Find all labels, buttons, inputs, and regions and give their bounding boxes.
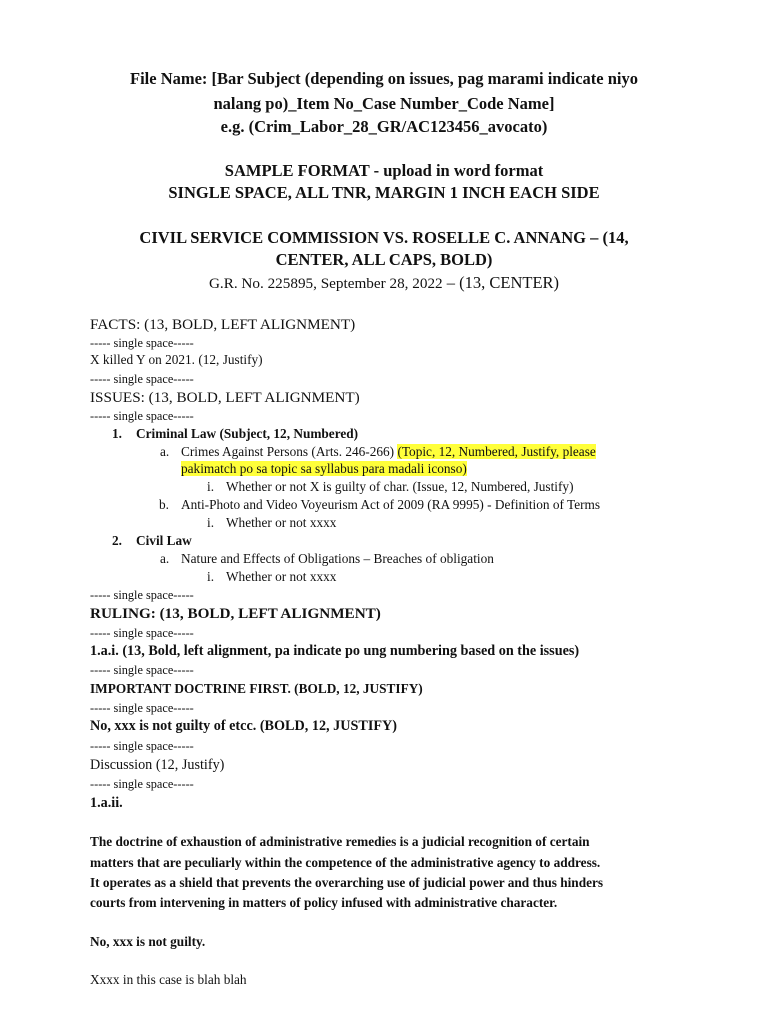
- ruling-subheading-1aii: 1.a.ii.: [90, 795, 123, 811]
- issue-letter: b.: [159, 497, 169, 512]
- case-title-line-1: CIVIL SERVICE COMMISSION VS. ROSELLE C. ANNANG – (14,: [139, 228, 629, 247]
- issue-topic-crimes-against-persons: [181, 444, 596, 459]
- separator: ----- single space-----: [90, 701, 194, 715]
- issue-topic-obligations: Nature and Effects of Obligations – Breaches of obligation: [181, 551, 494, 566]
- discussion-line: Discussion (12, Justify): [90, 757, 225, 773]
- separator: ----- single space-----: [90, 409, 194, 423]
- separator: ----- single space-----: [90, 588, 194, 602]
- verdict-line: No, xxx is not guilty of etcc. (BOLD, 12, JUSTIFY): [90, 718, 397, 734]
- closing-line: Xxxx in this case is blah blah: [90, 972, 247, 987]
- doctrine-paragraph-line-3: It operates as a shield that prevents the overarching use of judicial power and thus hinders: [90, 875, 604, 890]
- issue-subject-civil-law: Civil Law: [136, 533, 192, 548]
- important-doctrine-line: IMPORTANT DOCTRINE FIRST. (BOLD, 12, JUSTIFY): [90, 681, 423, 696]
- doctrine-paragraph-line-2: matters that are peculiarly within the competence of the administrative agency to address.: [90, 855, 601, 870]
- issue-number: 1.: [112, 426, 122, 441]
- separator: ----- single space-----: [90, 777, 194, 791]
- case-title-line-2: CENTER, ALL CAPS, BOLD): [275, 250, 493, 269]
- issue-topic-voyeurism-act: Anti-Photo and Video Voyeurism Act of 2009 (RA 9995) - Definition of Terms: [181, 497, 601, 512]
- gr-number-line: [0, 274, 768, 293]
- ruling-subheading-1ai: 1.a.i. (13, Bold, left alignment, pa indicate po ung numbering based on the issues): [90, 643, 580, 659]
- issue-number: 2.: [112, 533, 122, 548]
- issue-letter: a.: [160, 444, 170, 459]
- issue-roman: i.: [207, 479, 215, 494]
- topic-highlight: pakimatch po sa topic sa syllabus para madali iconso): [181, 461, 467, 476]
- separator: ----- single space-----: [90, 372, 194, 386]
- ruling-heading: RULING: (13, BOLD, LEFT ALIGNMENT): [90, 605, 381, 622]
- doctrine-paragraph-line-4: courts from intervening in matters of policy infused with administrative character.: [90, 895, 558, 910]
- issues-heading: ISSUES: (13, BOLD, LEFT ALIGNMENT): [90, 389, 360, 406]
- issue-question: Whether or not X is guilty of char. (Issue, 12, Numbered, Justify): [226, 479, 574, 494]
- file-name-line-1: File Name: [Bar Subject (depending on issues, pag marami indicate niyo: [130, 69, 638, 88]
- issue-roman: i.: [207, 569, 215, 584]
- gr-number: G.R. No. 225895, September 28, 2022: [208, 275, 443, 292]
- gr-note: – (13, CENTER): [442, 273, 560, 292]
- facts-heading: FACTS: (13, BOLD, LEFT ALIGNMENT): [90, 316, 356, 333]
- separator: ----- single space-----: [90, 663, 194, 677]
- sample-format-line: SAMPLE FORMAT - upload in word format: [224, 161, 544, 180]
- facts-text: X killed Y on 2021. (12, Justify): [90, 352, 263, 367]
- file-name-example: e.g. (Crim_Labor_28_GR/AC123456_avocato): [220, 117, 548, 136]
- doctrine-paragraph-line-1: The doctrine of exhaustion of administrative remedies is a judicial recognition of certain: [90, 834, 590, 849]
- topic-highlight: (Topic, 12, Numbered, Justify, please: [397, 444, 596, 459]
- issue-question: Whether or not xxxx: [226, 569, 337, 584]
- issue-roman: i.: [207, 515, 215, 530]
- separator: ----- single space-----: [90, 626, 194, 640]
- separator: ----- single space-----: [90, 739, 194, 753]
- issue-subject-criminal-law: Criminal Law (Subject, 12, Numbered): [136, 426, 359, 441]
- issue-letter: a.: [160, 551, 170, 566]
- issue-question: Whether or not xxxx: [226, 515, 337, 530]
- topic-text: Crimes Against Persons (Arts. 246-266): [181, 444, 398, 459]
- separator: ----- single space-----: [90, 336, 194, 350]
- topic-highlight-continuation: [181, 461, 467, 476]
- file-name-line-2: nalang po)_Item No_Case Number_Code Name]: [213, 94, 555, 113]
- verdict-summary: No, xxx is not guilty.: [90, 934, 206, 949]
- spacing-rule-line: SINGLE SPACE, ALL TNR, MARGIN 1 INCH EACH SIDE: [168, 183, 600, 202]
